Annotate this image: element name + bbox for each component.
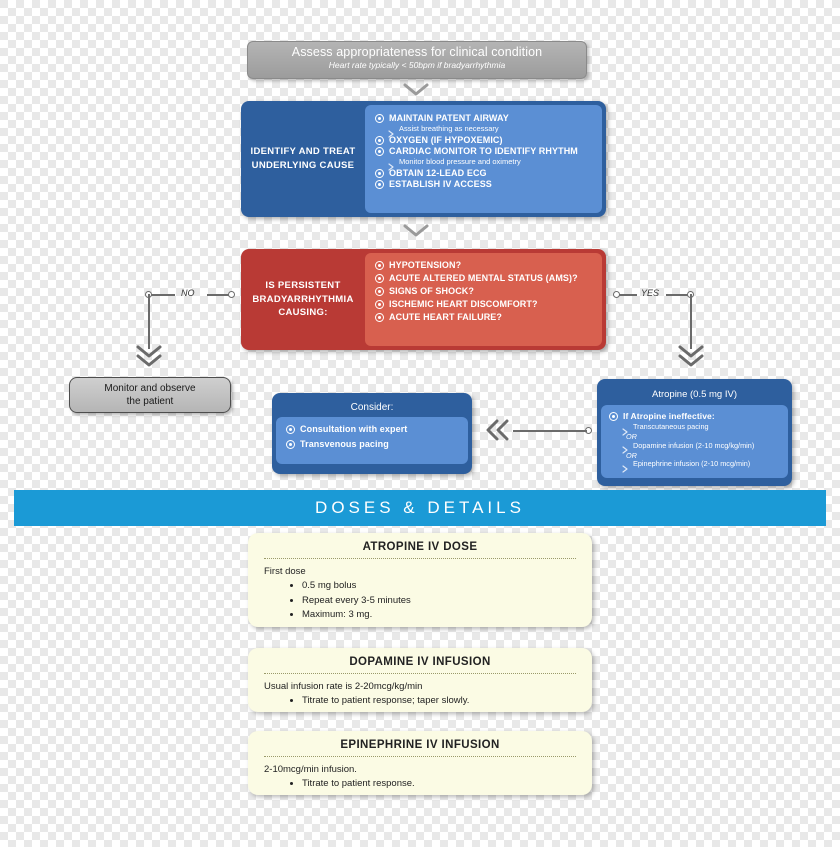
list-item-label: OBTAIN 12-LEAD ECG — [389, 168, 487, 178]
list-subitem-label: Epinephrine infusion (2-10 mcg/min) — [633, 459, 751, 469]
chevron-down-icon — [403, 83, 429, 97]
list-item-label: SIGNS OF SHOCK? — [389, 286, 475, 296]
chevron-down-icon — [403, 224, 429, 238]
list-subitem — [622, 441, 780, 450]
list-item-label: Consultation with expert — [300, 424, 408, 434]
chevron-right-icon — [388, 125, 395, 133]
chevron-right-icon — [622, 423, 629, 431]
monitor-line-1: Monitor and observe — [104, 383, 196, 394]
branch-label-yes: YES — [641, 288, 660, 298]
list-subitem — [622, 422, 780, 431]
list-item — [375, 286, 592, 296]
bullet-icon — [609, 412, 618, 421]
connector-line — [513, 430, 587, 432]
dose-card-atropine — [248, 533, 592, 627]
list-item-label: ACUTE HEART FAILURE? — [389, 312, 502, 322]
list-item — [286, 424, 458, 434]
bullet-icon — [286, 425, 295, 434]
list-subitem — [622, 459, 780, 468]
list-item-label: MAINTAIN PATENT AIRWAY — [389, 113, 509, 123]
bullet-icon — [375, 136, 384, 145]
persistent-bradyarrhythmia-box — [241, 249, 606, 350]
bullet-icon — [286, 440, 295, 449]
bullet-icon — [375, 114, 384, 123]
list-item — [375, 299, 592, 309]
connector-line — [148, 294, 150, 349]
connector-line — [666, 294, 688, 296]
consider-box — [272, 393, 472, 474]
bullet-icon — [375, 169, 384, 178]
dose-card-dopamine — [248, 648, 592, 712]
monitor-line-2: the patient — [126, 396, 174, 407]
atropine-box — [597, 379, 792, 486]
connector-line — [151, 294, 175, 296]
bullet-icon — [375, 261, 384, 270]
atropine-title: Atropine (0.5 mg IV) — [651, 389, 737, 400]
bullet-icon — [375, 300, 384, 309]
list-item-label: HYPOTENSION? — [389, 260, 462, 270]
list-item-label: OXYGEN (IF HYPOXEMIC) — [389, 135, 503, 145]
bullet-icon — [375, 180, 384, 189]
chevron-right-icon — [388, 158, 395, 166]
persistent-left-label: IS PERSISTENT BRADYARRHYTHMIA CAUSING: — [252, 279, 354, 319]
dose-bullet-list — [264, 579, 576, 622]
dose-lead-text: Usual infusion rate is 2-20mcg/kg/min — [264, 681, 423, 692]
list-item — [375, 273, 592, 283]
dose-card-title: ATROPINE IV DOSE — [264, 541, 576, 559]
list-item — [375, 168, 592, 178]
assess-subtitle: Heart rate typically < 50bpm if bradyarrhythmia — [328, 60, 506, 70]
dose-card-epinephrine — [248, 731, 592, 795]
list-item-label: ESTABLISH IV ACCESS — [389, 179, 492, 189]
list-subitem — [388, 124, 592, 133]
list-item: • Titrate to patient response; taper slowly. — [302, 694, 576, 708]
or-label-1: OR — [626, 432, 637, 441]
list-item — [375, 113, 592, 123]
list-item: • Repeat every 3-5 minutes — [302, 594, 576, 608]
list-subitem-label: Assist breathing as necessary — [399, 124, 499, 133]
dose-lead-text: 2-10mcg/min infusion. — [264, 764, 357, 775]
bullet-icon — [375, 274, 384, 283]
identify-treat-box — [241, 101, 606, 217]
chevron-right-icon — [622, 441, 629, 449]
list-item: • Maximum: 3 mg. — [302, 608, 576, 622]
list-item: • Titrate to patient response. — [302, 777, 576, 791]
dose-bullet-list — [264, 777, 576, 791]
dose-card-title: EPINEPHRINE IV INFUSION — [264, 739, 576, 757]
bullet-icon — [375, 287, 384, 296]
connector-line — [619, 294, 637, 296]
list-item-label: If Atropine ineffective: — [623, 411, 715, 421]
or-label-2: OR — [626, 450, 637, 460]
identify-left-label: IDENTIFY AND TREAT UNDERLYING CAUSE — [250, 146, 356, 171]
list-item — [375, 179, 592, 189]
consider-items — [276, 417, 468, 464]
list-item — [609, 411, 780, 421]
list-item-label: CARDIAC MONITOR TO IDENTIFY RHYTHM — [389, 146, 578, 156]
chevron-down-icon — [136, 345, 162, 359]
connector-line — [207, 294, 229, 296]
list-item — [375, 312, 592, 322]
list-item — [375, 135, 592, 145]
list-item: • 0.5 mg bolus — [302, 579, 576, 593]
identify-items — [365, 105, 602, 213]
dose-card-title: DOPAMINE IV INFUSION — [264, 656, 576, 674]
list-subitem-label: Dopamine infusion (2-10 mcg/kg/min) — [633, 440, 755, 450]
list-subitem — [388, 157, 592, 166]
list-subitem-label: Transcutaneous pacing — [633, 422, 709, 431]
doses-details-banner: DOSES & DETAILS — [14, 490, 826, 526]
chevron-left-icon — [484, 419, 510, 446]
bullet-icon — [375, 147, 384, 156]
dose-lead-text: First dose — [264, 566, 306, 577]
assess-title: Assess appropriateness for clinical condition — [291, 45, 543, 59]
connector-dot — [228, 291, 235, 298]
dose-bullet-list — [264, 694, 576, 708]
list-item — [286, 439, 458, 449]
branch-label-no: NO — [181, 288, 195, 298]
list-subitem-label: Monitor blood pressure and oximetry — [399, 157, 521, 166]
bullet-icon — [375, 313, 384, 322]
chevron-right-icon — [622, 460, 629, 468]
atropine-content — [601, 405, 788, 478]
assess-condition-box — [247, 41, 587, 79]
list-item — [375, 146, 592, 156]
monitor-observe-box — [69, 377, 231, 413]
list-item-label: Transvenous pacing — [300, 439, 389, 449]
list-item-label: ACUTE ALTERED MENTAL STATUS (AMS)? — [389, 273, 578, 283]
connector-line — [690, 294, 692, 349]
chevron-down-icon — [678, 345, 704, 359]
list-item-label: ISCHEMIC HEART DISCOMFORT? — [389, 299, 538, 309]
list-item — [375, 260, 592, 270]
consider-title: Consider: — [350, 402, 394, 413]
persistent-items — [365, 253, 602, 346]
